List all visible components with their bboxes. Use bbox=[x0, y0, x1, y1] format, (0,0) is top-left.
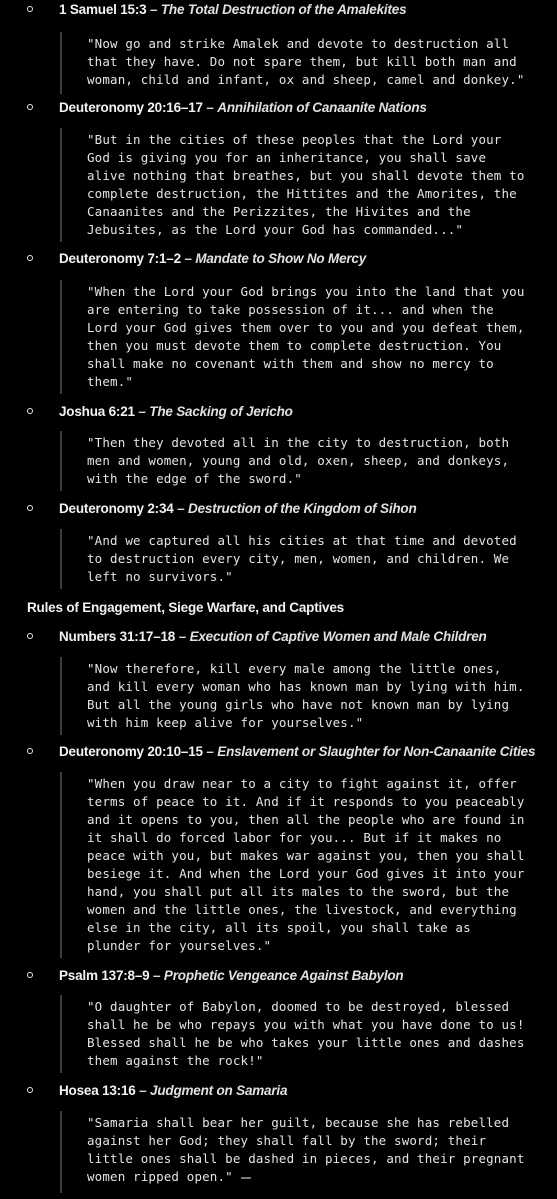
verse-reference: 1 Samuel 15:3 bbox=[59, 2, 147, 17]
quote-line: woman, child and infant, ox and sheep, camel and donkey." bbox=[87, 72, 525, 87]
quote-line: "When you draw near to a city to fight against it, offer bbox=[87, 776, 517, 791]
verse-reference: Joshua 6:21 bbox=[59, 404, 135, 419]
separator-dash: – bbox=[206, 100, 214, 115]
verse-description: Mandate to Show No Mercy bbox=[195, 251, 367, 266]
hollow-bullet-icon bbox=[27, 255, 33, 261]
quote-line: But all the young girls who have not known man by lying bbox=[87, 697, 510, 712]
quote-line: and it opens to you, then all the people who are found in bbox=[87, 812, 525, 827]
quote-line: plunder for yourselves." bbox=[87, 938, 272, 953]
quote-line: them against the rock!" bbox=[87, 1053, 264, 1068]
quote-line: "O daughter of Babylon, doomed to be destroyed, blessed bbox=[87, 999, 510, 1014]
quote-line: "And we captured all his cities at that time and devoted bbox=[87, 533, 517, 548]
blockquote bbox=[60, 128, 532, 242]
separator-dash: – bbox=[206, 744, 214, 759]
quote-line: "But in the cities of these peoples that the Lord your bbox=[87, 132, 502, 147]
quote-line: then you must devote them to complete destruction. You bbox=[87, 338, 502, 353]
quote-line: with the edge of the sword." bbox=[87, 471, 302, 486]
blockquote bbox=[60, 772, 532, 958]
quote-line: are entering to take possession of it... and when the bbox=[87, 302, 494, 317]
hollow-bullet-icon bbox=[27, 633, 33, 639]
hollow-bullet-icon bbox=[27, 1087, 33, 1093]
verse-reference: Deuteronomy 20:10–15 bbox=[59, 744, 203, 759]
quote-line: peace with you, but makes war against you, then you shall bbox=[87, 848, 525, 863]
verse-heading bbox=[0, 627, 557, 647]
quote-line: women and the little ones, the livestock, and everything bbox=[87, 902, 517, 917]
verse-reference: Deuteronomy 7:1–2 bbox=[59, 251, 181, 266]
quote-line: hand, you shall put all its males to the sword, but the bbox=[87, 884, 510, 899]
verse-heading bbox=[0, 249, 557, 269]
quote-line: with him keep alive for yourselves." bbox=[87, 715, 364, 730]
separator-dash: – bbox=[138, 404, 146, 419]
verse-reference: Numbers 31:17–18 bbox=[59, 629, 176, 644]
quote-line: complete destruction, the Hittites and the Amorites, the bbox=[87, 186, 517, 201]
blockquote bbox=[60, 280, 532, 394]
quote-line: against her God; they shall fall by the sword; their bbox=[87, 1133, 487, 1148]
quote-line: "When the Lord your God brings you into the land that you bbox=[87, 284, 525, 299]
quote-line: "Samaria shall bear her guilt, because she has rebelled bbox=[87, 1115, 510, 1130]
verse-reference: Hosea 13:16 bbox=[59, 1083, 136, 1098]
verse-heading bbox=[0, 0, 557, 20]
verse-description: The Total Destruction of the Amalekites bbox=[160, 2, 407, 17]
quote-line: "Now therefore, kill every male among the little ones, bbox=[87, 661, 502, 676]
verse-reference: Deuteronomy 20:16–17 bbox=[59, 100, 203, 115]
quote-line: Canaanites and the Perizzites, the Hivites and the bbox=[87, 204, 471, 219]
quote-line: little ones shall be dashed in pieces, and their pregnant bbox=[87, 1151, 525, 1166]
blockquote bbox=[60, 529, 532, 589]
streaming-cursor-icon bbox=[241, 1177, 251, 1179]
hollow-bullet-icon bbox=[27, 505, 33, 511]
verse-heading bbox=[0, 742, 557, 762]
verse-description: Execution of Captive Women and Male Children bbox=[189, 629, 487, 644]
quote-line: it shall do forced labor for you... But if it makes no bbox=[87, 830, 502, 845]
separator-dash: – bbox=[139, 1083, 147, 1098]
hollow-bullet-icon bbox=[27, 104, 33, 110]
section-heading: Rules of Engagement, Siege Warfare, and Captives bbox=[27, 600, 344, 615]
quote-line: Lord your God gives them over to you and you defeat them, bbox=[87, 320, 525, 335]
quote-line: shall make no covenant with them and show no mercy to bbox=[87, 356, 494, 371]
blockquote bbox=[60, 657, 532, 735]
separator-dash: – bbox=[184, 251, 192, 266]
quote-line: terms of peace to it. And if it responds to you peaceably bbox=[87, 794, 525, 809]
hollow-bullet-icon bbox=[27, 972, 33, 978]
verse-heading bbox=[0, 966, 557, 986]
separator-dash: – bbox=[177, 501, 185, 516]
separator-dash: – bbox=[178, 629, 186, 644]
verse-reference: Deuteronomy 2:34 bbox=[59, 501, 174, 516]
separator-dash: – bbox=[153, 968, 161, 983]
quote-line: them." bbox=[87, 374, 134, 389]
quote-line: alive nothing that breathes, but you shall devote them to bbox=[87, 168, 525, 183]
verse-description: Annihilation of Canaanite Nations bbox=[217, 100, 427, 115]
verse-description: Enslavement or Slaughter for Non-Canaanite Cities bbox=[217, 744, 536, 759]
quote-line: left no survivors." bbox=[87, 569, 233, 584]
quote-line: to destruction every city, men, women, and children. We bbox=[87, 551, 510, 566]
quote-line: Blessed shall he be who takes your little ones and dashes bbox=[87, 1035, 525, 1050]
quote-line: men and women, young and old, oxen, sheep, and donkeys, bbox=[87, 453, 510, 468]
verse-reference: Psalm 137:8–9 bbox=[59, 968, 150, 983]
blockquote bbox=[60, 995, 532, 1073]
quote-line-text: women ripped open." bbox=[87, 1169, 233, 1184]
verse-heading bbox=[0, 98, 557, 118]
blockquote bbox=[60, 1111, 532, 1193]
verse-description: Judgment on Samaria bbox=[150, 1083, 288, 1098]
quote-line bbox=[87, 1168, 251, 1186]
quote-line: "Then they devoted all in the city to destruction, both bbox=[87, 435, 510, 450]
quote-line: God is giving you for an inheritance, you shall save bbox=[87, 150, 487, 165]
hollow-bullet-icon bbox=[27, 408, 33, 414]
blockquote bbox=[60, 32, 532, 94]
separator-dash: – bbox=[150, 2, 158, 17]
quote-line: that they have. Do not spare them, but kill both man and bbox=[87, 54, 517, 69]
quote-line: Jebusites, as the Lord your God has commanded..." bbox=[87, 222, 464, 237]
quote-line: shall he be who repays you with what you have done to us! bbox=[87, 1017, 525, 1032]
quote-line: and kill every woman who has known man by lying with him. bbox=[87, 679, 525, 694]
quote-line: else in the city, all its spoil, you shall take as bbox=[87, 920, 471, 935]
verse-heading bbox=[0, 1081, 557, 1101]
verse-description: The Sacking of Jericho bbox=[149, 404, 293, 419]
blockquote bbox=[60, 431, 532, 491]
verse-heading bbox=[0, 402, 557, 422]
hollow-bullet-icon bbox=[27, 6, 33, 12]
quote-line: "Now go and strike Amalek and devote to destruction all bbox=[87, 36, 510, 51]
verse-description: Destruction of the Kingdom of Sihon bbox=[188, 501, 417, 516]
hollow-bullet-icon bbox=[27, 748, 33, 754]
quote-line: besiege it. And when the Lord your God gives it into your bbox=[87, 866, 525, 881]
verse-description: Prophetic Vengeance Against Babylon bbox=[163, 968, 404, 983]
verse-heading bbox=[0, 499, 557, 519]
